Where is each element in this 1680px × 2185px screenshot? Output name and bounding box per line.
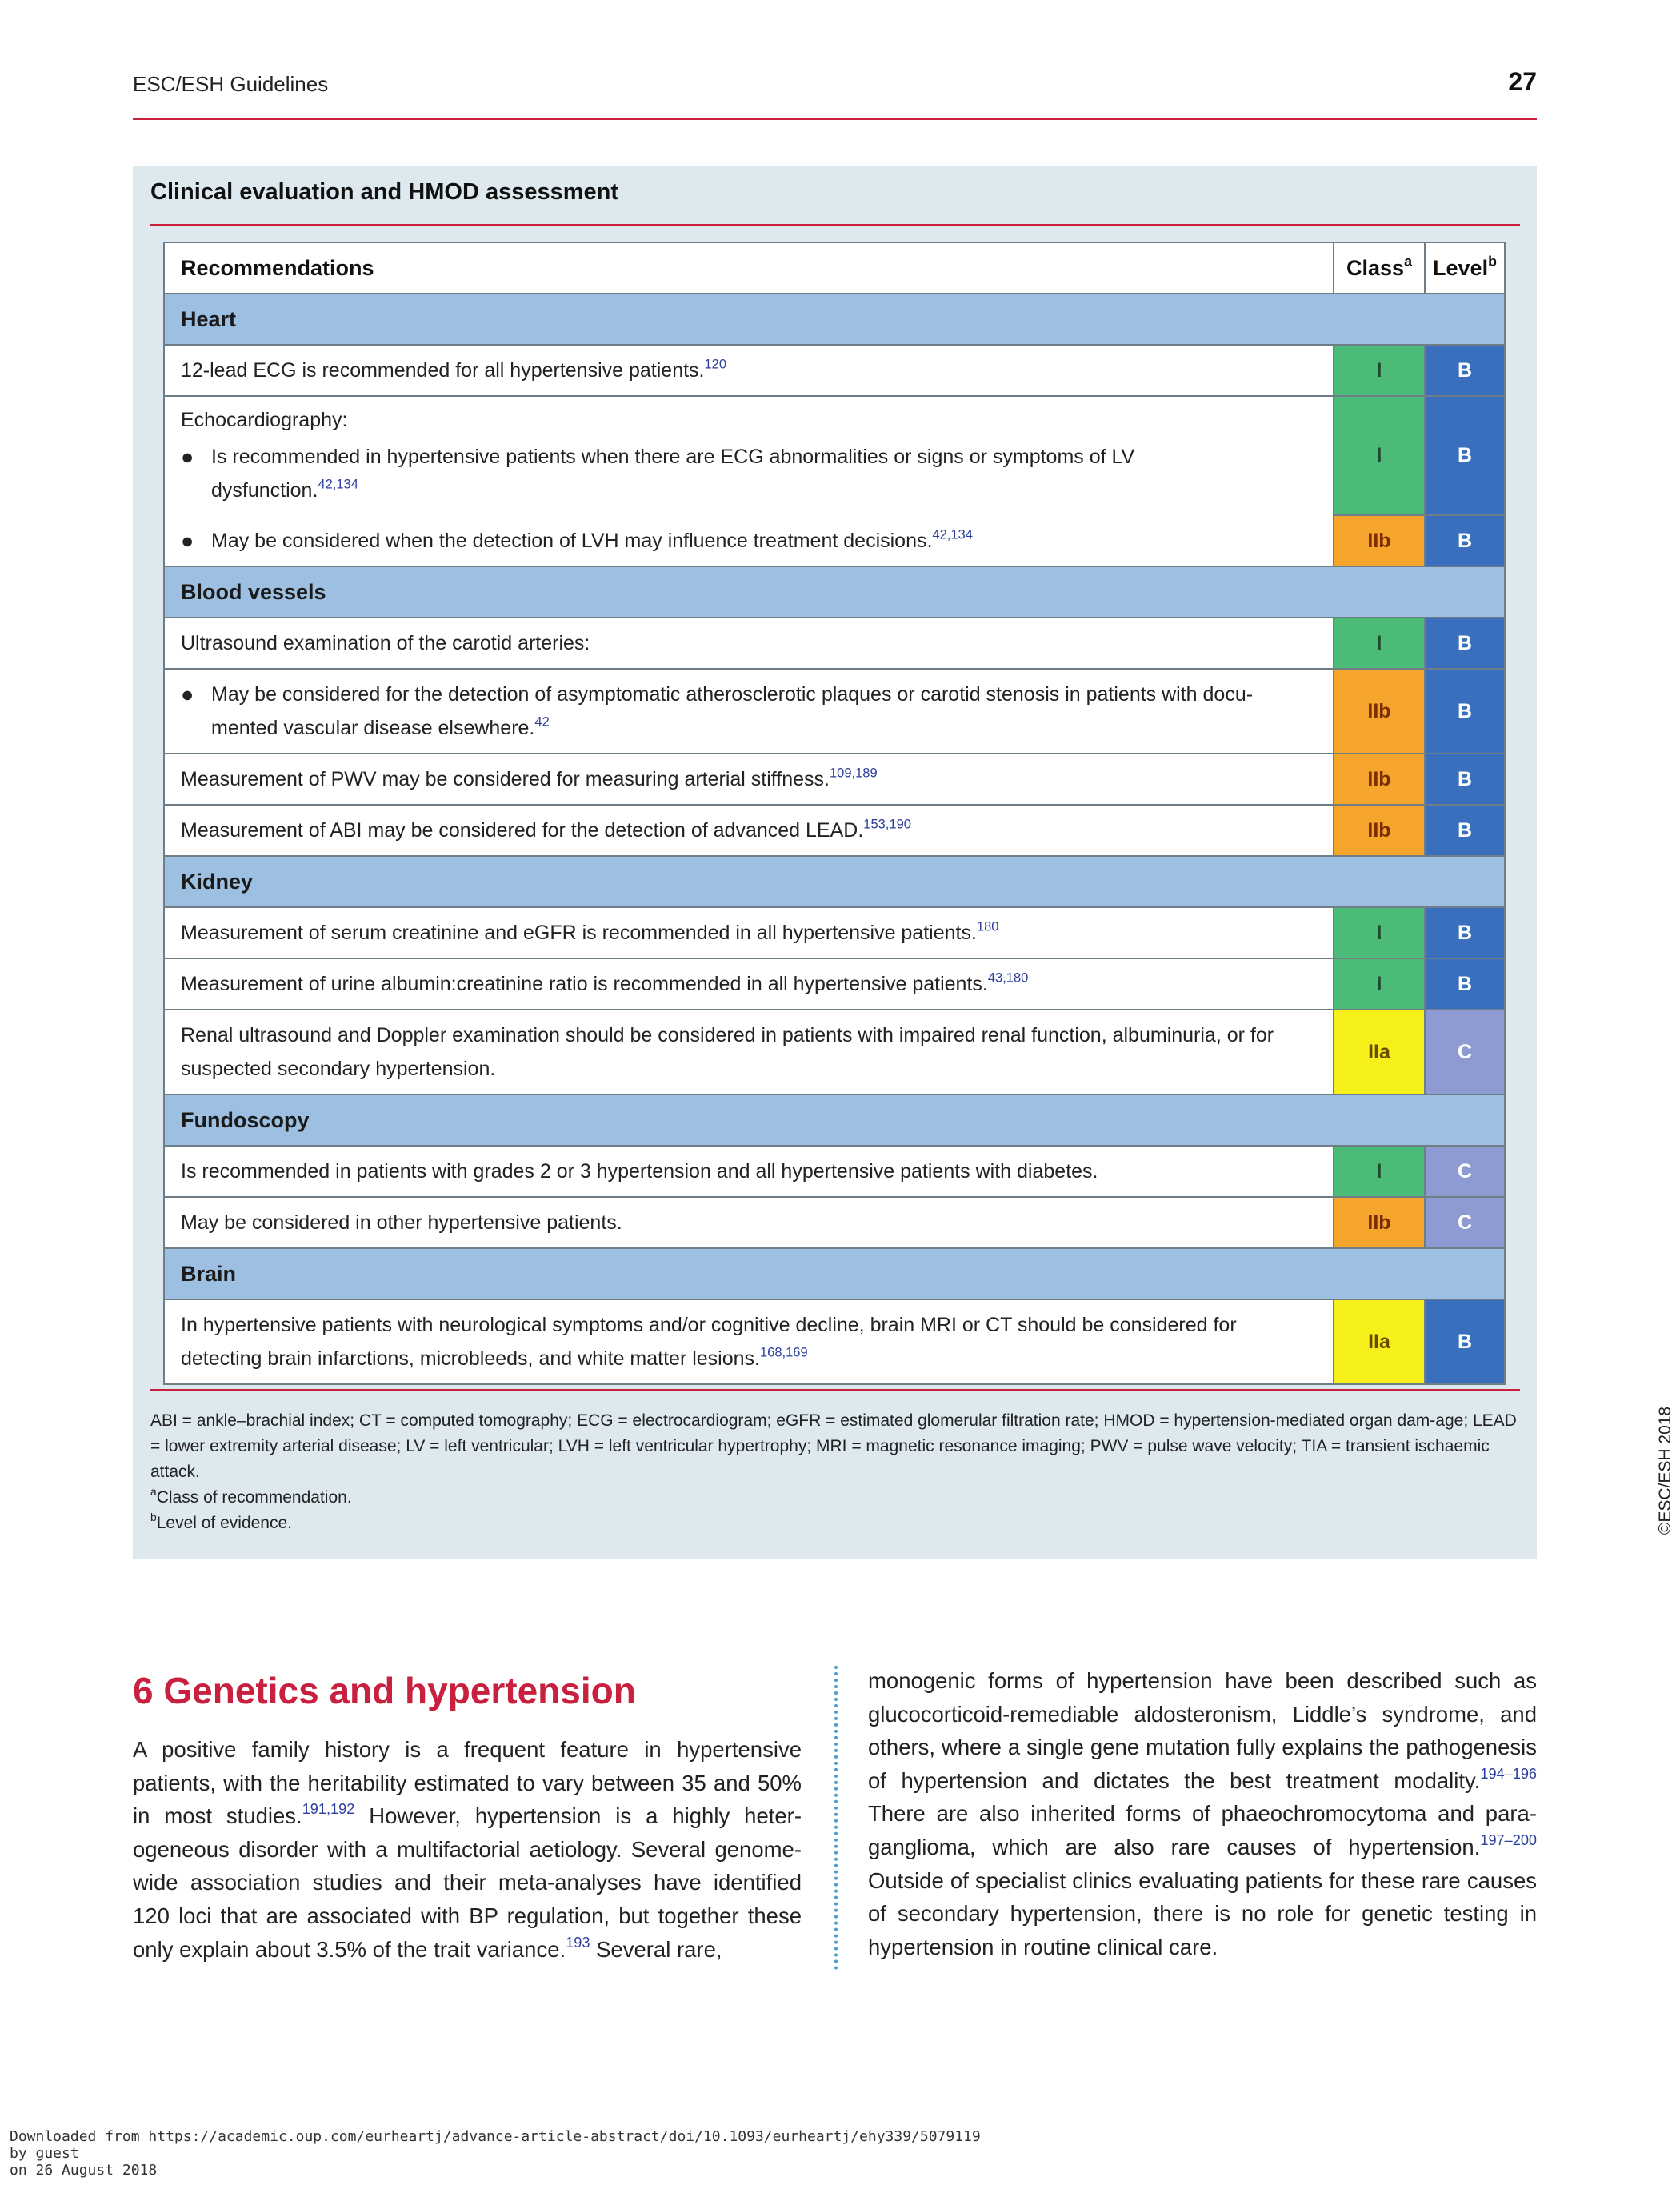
- column-divider: [834, 1666, 838, 1970]
- col-recommendations: Recommendations: [164, 242, 1334, 294]
- class-badge: IIb: [1334, 805, 1425, 856]
- level-badge: C: [1425, 1010, 1505, 1095]
- class-badge: IIa: [1334, 1299, 1425, 1384]
- table-row: [164, 345, 1505, 396]
- section-fundoscopy: Fundoscopy: [164, 1095, 1505, 1146]
- table-row: [164, 515, 1505, 566]
- section-kidney: Kidney: [164, 856, 1505, 907]
- level-badge: C: [1425, 1197, 1505, 1248]
- section-heading: 6 Genetics and hypertension: [133, 1670, 636, 1711]
- class-badge: IIb: [1334, 669, 1425, 754]
- table-row: [164, 805, 1505, 856]
- page-header: [133, 67, 1537, 120]
- rec-text: Echocardiography: ● Is recommended in hypertensive patients when there are ECG abnormalities or signs or symptoms of LV dysfunction.$^{42,134}$: [164, 396, 1334, 515]
- rec-text: ● May be considered for the detection of asymptomatic atherosclerotic plaques or carotid stenosis in patients with docu- mented vascular disease elsewhere.$^{42}$: [164, 669, 1334, 754]
- copyright-vertical: ©ESC/ESH 2018: [1656, 1406, 1674, 1535]
- class-badge: I: [1334, 345, 1425, 396]
- table-row: [164, 618, 1505, 669]
- class-badge: I: [1334, 618, 1425, 669]
- footnote-b: $^b$Level of evidence.: [150, 1511, 293, 1532]
- bullet-icon: ●: [181, 528, 194, 553]
- table-row: [164, 754, 1505, 805]
- class-badge: I: [1334, 958, 1425, 1010]
- section-row-brain: [164, 1248, 1505, 1299]
- class-badge: IIb: [1334, 754, 1425, 805]
- rec-text: Measurement of urine albumin:creatinine ratio is recommended in all hypertensive patients.$^{43,180}$: [164, 958, 1334, 1010]
- table-row: [164, 958, 1505, 1010]
- level-badge: B: [1425, 907, 1505, 958]
- section-row-heart: [164, 294, 1505, 345]
- bullet-icon: ●: [181, 445, 194, 469]
- section-brain: Brain: [164, 1248, 1505, 1299]
- class-badge: IIb: [1334, 515, 1425, 566]
- level-badge: B: [1425, 345, 1505, 396]
- body-column-left: A positive family history is a frequent feature in hypertensive patients, with the heritability estimated to vary between 35 and 50% in most studies.$^{191,192}$ However, hypertension is a highly heter-ogeneous disorder with a multifactorial aetiology. Several genome-wide association studies and their meta-analyses have identified 120 loci that are associated with BP regulation, but together these only explain about 3.5% of the trait variance.$^{193}$ Several rare,: [133, 1737, 802, 1962]
- download-stamp: Downloaded from https://academic.oup.com/eurheartj/advance-article-abstract/doi/10.1093/eurheartj/ehy339/5079119 by guest on 26 August 2018: [10, 2128, 981, 2179]
- page-number: 27: [1508, 67, 1537, 96]
- abbreviations-note: ABI = ankle–brachial index; CT = computed tomography; ECG = electrocardiogram; eGFR = estimated glomerular filtration rate; HMOD = hypertension-mediated organ dam-age; LEAD = lower extremity arterial disease; LV = left ventricular; LVH = left ventricular hypertrophy; MRI = magnetic resonance imaging; PWV = pulse wave velocity; TIA = transient ischaemic attack.: [150, 1411, 1517, 1481]
- recommendation-box: [133, 166, 1674, 1559]
- class-badge: IIa: [1334, 1010, 1425, 1095]
- box-bottom-rule: [150, 1389, 1520, 1391]
- footnote-a: $^a$Class of recommendation.: [150, 1485, 352, 1507]
- rec-text: Is recommended in patients with grades 2 or 3 hypertension and all hypertensive patients with diabetes.: [164, 1146, 1334, 1197]
- bullet-icon: ●: [181, 682, 194, 706]
- class-badge: I: [1334, 907, 1425, 958]
- table-row: [164, 1146, 1505, 1197]
- rec-text: Measurement of serum creatinine and eGFR is recommended in all hypertensive patients.$^{180}$: [164, 907, 1334, 958]
- level-badge: B: [1425, 754, 1505, 805]
- col-class: Class$^a$: [1334, 242, 1425, 294]
- section-blood-vessels: Blood vessels: [164, 566, 1505, 618]
- level-badge: B: [1425, 1299, 1505, 1384]
- level-badge: B: [1425, 515, 1505, 566]
- class-badge: I: [1334, 396, 1425, 515]
- rec-text: Renal ultrasound and Doppler examination should be considered in patients with impaired renal function, albuminuria, or for suspected secondary hypertension.: [164, 1010, 1334, 1095]
- level-badge: B: [1425, 396, 1505, 515]
- rec-text: ● May be considered when the detection of LVH may influence treatment decisions.$^{42,134}$: [164, 515, 1334, 566]
- box-title: Clinical evaluation and HMOD assessment: [150, 179, 619, 205]
- table-row: [164, 396, 1505, 515]
- section-row-vessels: [164, 566, 1505, 618]
- box-top-rule: [150, 224, 1520, 226]
- level-badge: B: [1425, 805, 1505, 856]
- level-badge: C: [1425, 1146, 1505, 1197]
- section-row-fundoscopy: [164, 1095, 1505, 1146]
- section-row-kidney: [164, 856, 1505, 907]
- recommendation-table: [163, 242, 1506, 1385]
- rec-text: 12-lead ECG is recommended for all hypertensive patients.$^{120}$: [164, 345, 1334, 396]
- table-row: [164, 1010, 1505, 1095]
- table-header-row: [164, 242, 1505, 294]
- rec-text: Ultrasound examination of the carotid arteries:: [164, 618, 1334, 669]
- table-row: [164, 907, 1505, 958]
- table-footnotes: [150, 1408, 1520, 1536]
- journal-title: ESC/ESH Guidelines: [133, 72, 329, 96]
- rec-text: Measurement of ABI may be considered for the detection of advanced LEAD.$^{153,190}$: [164, 805, 1334, 856]
- level-badge: B: [1425, 958, 1505, 1010]
- level-badge: B: [1425, 669, 1505, 754]
- body-column-right: monogenic forms of hypertension have been described such as glucocorticoid-remediable aldosteronism, Liddle’s syndrome, and others, where a single gene mutation fully explains the pathogenesis of hypertension and dictates the best treatment modality.$^{194-196}$ There are also inherited forms of phaeochromocytoma and para-ganglioma, which are also rare causes of hypertension.$^{197-200}$ Outside of specialist clinics evaluating patients for these rare causes of secondary hypertension, there is no role for genetic testing in hypertension in routine clinical care.: [868, 1668, 1537, 1959]
- class-badge: IIb: [1334, 1197, 1425, 1248]
- table-row: [164, 669, 1505, 754]
- class-badge: I: [1334, 1146, 1425, 1197]
- rec-text: May be considered in other hypertensive patients.: [164, 1197, 1334, 1248]
- col-level: Level$^b$: [1425, 242, 1505, 294]
- table-row: [164, 1299, 1505, 1384]
- level-badge: B: [1425, 618, 1505, 669]
- table-row: [164, 1197, 1505, 1248]
- rec-text: Measurement of PWV may be considered for measuring arterial stiffness.$^{109,189}$: [164, 754, 1334, 805]
- section-heart: Heart: [164, 294, 1505, 345]
- rec-text: In hypertensive patients with neurological symptoms and/or cognitive decline, brain MRI or CT should be considered for detecting brain infarctions, microbleeds, and white matter lesions.$^{168,169}$: [164, 1299, 1334, 1384]
